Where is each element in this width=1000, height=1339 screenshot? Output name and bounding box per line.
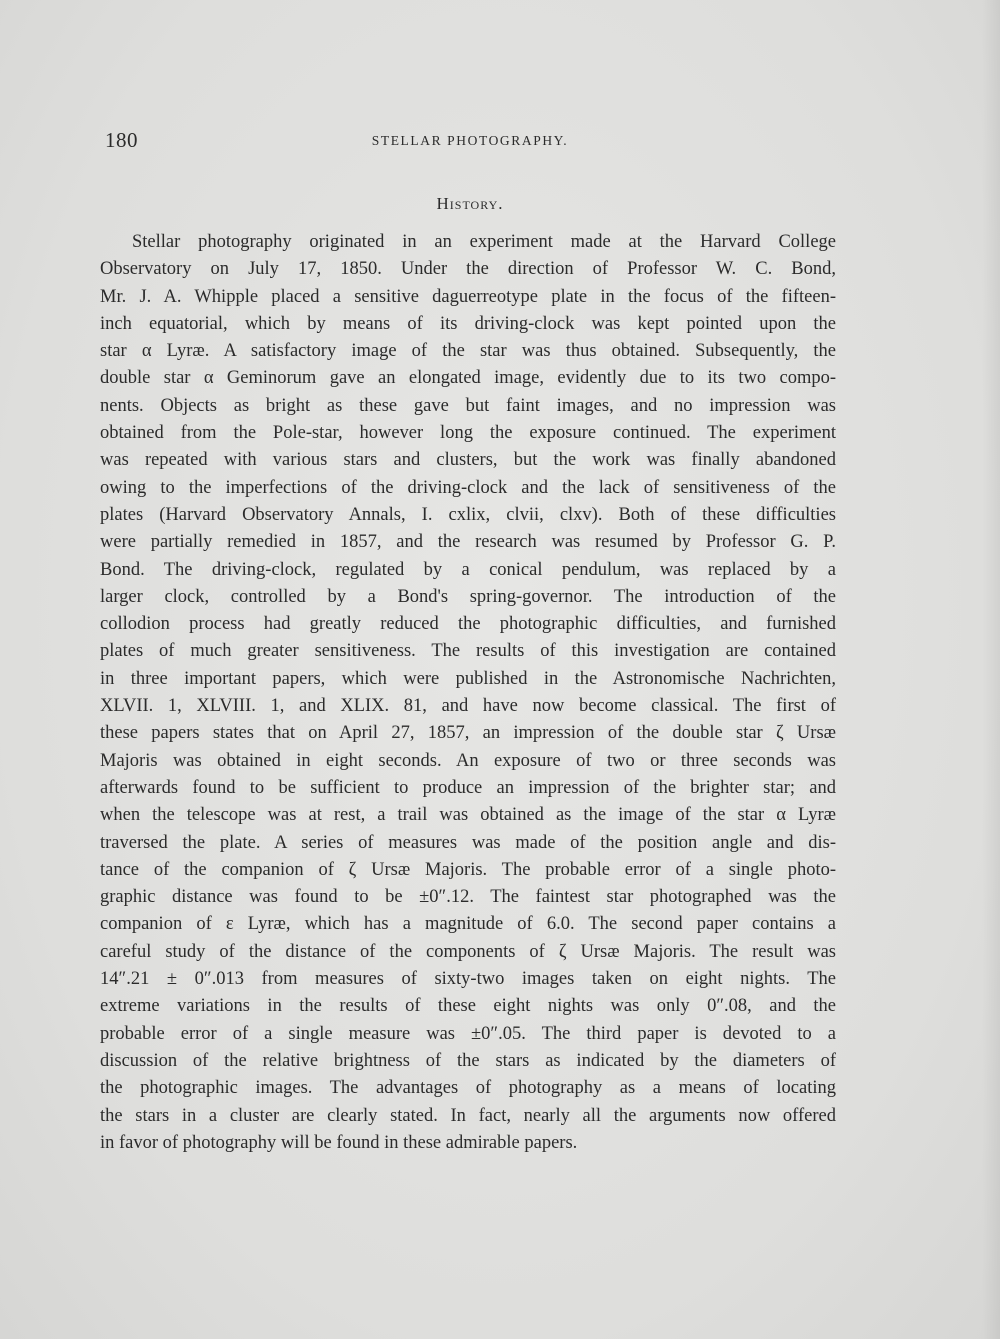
page-header — [105, 128, 835, 158]
text-line: were partially remedied in 1857, and the research was resumed by Professor G. P. — [100, 532, 836, 553]
text-line: plates of much greater sensitiveness. The results of this investigation are contained — [100, 641, 836, 662]
text-line: Bond. The driving-clock, regulated by a conical pendulum, was replaced by a — [100, 559, 836, 580]
page-edge-shadow — [982, 0, 1000, 1339]
running-title: STELLAR PHOTOGRAPHY. — [371, 133, 569, 148]
text-line: plates (Harvard Observatory Annals, I. cxlix, clvii, clxv). Both of these difficulties — [100, 504, 836, 525]
text-line: careful study of the distance of the components of ζ Ursæ Majoris. The result was — [100, 941, 836, 962]
text-line: afterwards found to be sufficient to produce an impression of the brighter star; and — [100, 777, 836, 798]
text-line: star α Lyræ. A satisfactory image of the star was thus obtained. Subsequently, the — [100, 341, 836, 362]
text-line: Majoris was obtained in eight seconds. An exposure of two or three seconds was — [100, 750, 836, 771]
text-line: in three important papers, which were published in the Astronomische Nachrichten, — [100, 668, 836, 689]
text-line: XLVII. 1, XLVIII. 1, and XLIX. 81, and have now become classical. The first of — [100, 696, 836, 717]
text-line: 14″.21 ± 0″.013 from measures of sixty-two images taken on eight nights. The — [100, 969, 836, 990]
text-line: the photographic images. The advantages of photography as a means of locating — [100, 1078, 836, 1099]
text-line: inch equatorial, which by means of its driving-clock was kept pointed upon the — [100, 313, 836, 334]
text-line: Observatory on July 17, 1850. Under the direction of Professor W. C. Bond, — [100, 259, 836, 280]
text-line: these papers states that on April 27, 1857, an impression of the double star ζ Ursæ — [100, 723, 836, 744]
text-line: larger clock, controlled by a Bond's spring-governor. The introduction of the — [100, 586, 836, 607]
text-line: was repeated with various stars and clusters, but the work was finally abandoned — [100, 450, 836, 471]
text-line: owing to the imperfections of the driving-clock and the lack of sensitiveness of the — [100, 477, 836, 498]
text-line: traversed the plate. A series of measures was made of the position angle and dis- — [100, 832, 836, 853]
text-line: collodion process had greatly reduced the photographic difficulties, and furnished — [100, 614, 836, 635]
section-heading: History. — [436, 194, 504, 213]
text-line: Stellar photography originated in an experiment made at the Harvard College — [132, 232, 836, 252]
text-line: discussion of the relative brightness of the stars as indicated by the diameters of — [100, 1050, 836, 1071]
text-line: companion of ε Lyræ, which has a magnitude of 6.0. The second paper contains a — [100, 914, 836, 935]
text-line: the stars in a cluster are clearly stated. In fact, nearly all the arguments now offered — [100, 1105, 836, 1126]
text-line: graphic distance was found to be ±0″.12. The faintest star photographed was the — [100, 887, 836, 908]
text-line: probable error of a single measure was ±0″.05. The third paper is devoted to a — [100, 1023, 836, 1044]
page-number: 180 — [105, 128, 138, 152]
text-line: when the telescope was at rest, a trail was obtained as the image of the star α Lyræ — [100, 805, 836, 826]
text-line: Mr. J. A. Whipple placed a sensitive daguerreotype plate in the focus of the fifteen- — [100, 286, 836, 307]
text-line: extreme variations in the results of these eight nights was only 0″.08, and the — [100, 996, 836, 1017]
text-line: obtained from the Pole-star, however long the exposure continued. The experiment — [100, 423, 836, 444]
body-paragraph — [100, 229, 836, 1157]
text-line: tance of the companion of ζ Ursæ Majoris. The probable error of a single photo- — [100, 859, 836, 880]
text-line: nents. Objects as bright as these gave but faint images, and no impression was — [100, 395, 836, 416]
text-line: in favor of photography will be found in these admirable papers. — [100, 1132, 578, 1153]
text-line: double star α Geminorum gave an elongated image, evidently due to its two compo- — [100, 368, 836, 389]
